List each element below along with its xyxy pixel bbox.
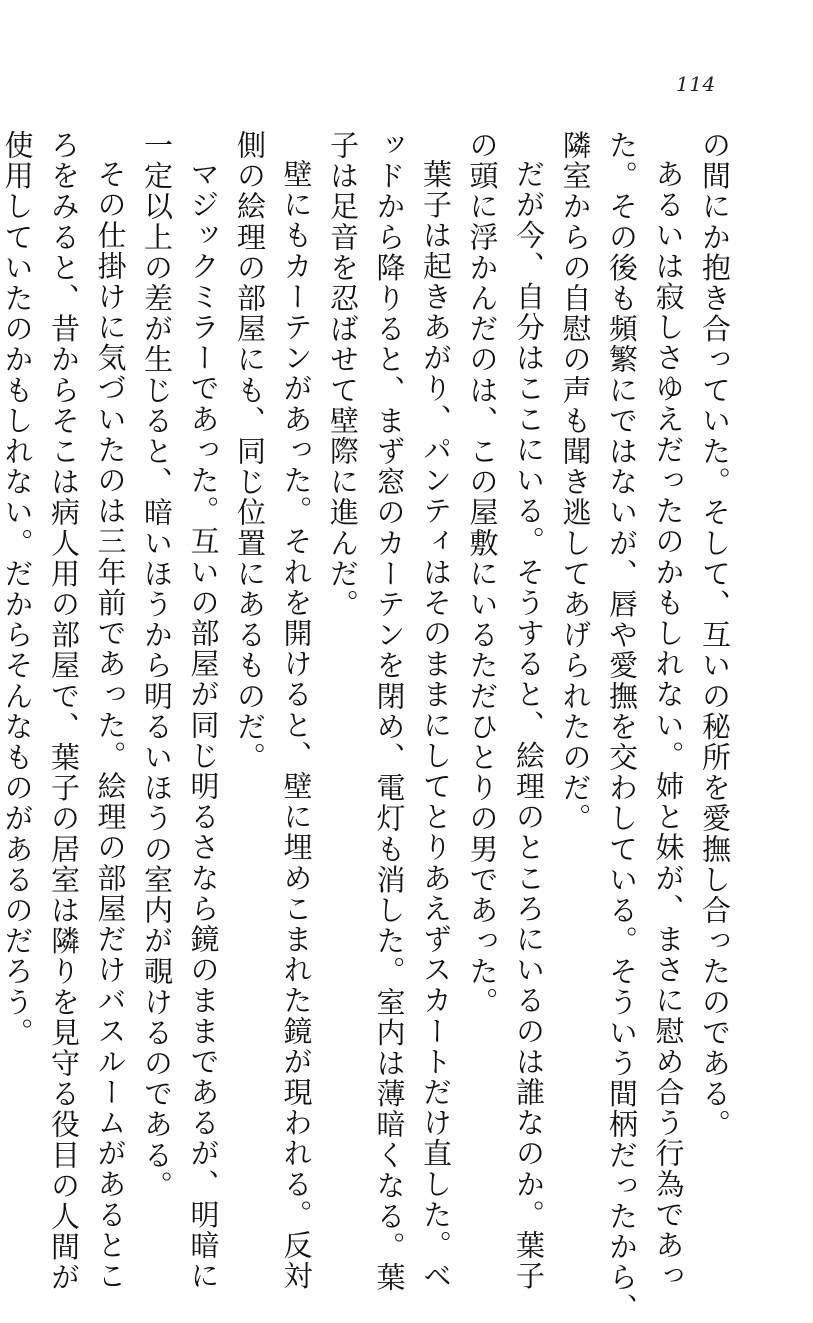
- text-line: その仕掛けに気づいたのは三年前であった。絵理の部屋だけバスルームがあるとこ: [93, 159, 128, 1292]
- text-line: マジックミラーであった。互いの部屋が同じ明るさなら鏡のままであるが、明暗に: [186, 159, 221, 1292]
- text-line: あるいは寂しさゆえだったのかもしれない。姉と妹が、まさに慰め合う行為であっ: [651, 159, 686, 1292]
- text-line: の頭に浮かんだのは、この屋敷にいるただひとりの男であった。: [465, 130, 500, 1018]
- text-line: 壁にもカーテンがあった。それを開けると、壁に埋めこまれた鏡が現われる。反対: [279, 159, 314, 1292]
- text-line: 隣室からの自慰の声も聞き逃してあげられたのだ。: [558, 130, 593, 834]
- text-line: 子は足音を忍ばせて壁際に進んだ。: [326, 130, 360, 620]
- text-line: の間にか抱き合っていた。そして、互いの秘所を愛撫し合ったのである。: [698, 130, 732, 1140]
- text-line: 使用していたのかもしれない。だからそんなものがあるのだろう。: [0, 130, 35, 1048]
- page-number: 114: [676, 72, 716, 96]
- vertical-text-body: [0, 130, 738, 1323]
- text-line: ッドから降りると、まず窓のカーテンを閉め、電灯も消した。室内は薄暗くなる。葉: [372, 130, 407, 1293]
- text-line: ろをみると、昔からそこは病人用の部屋で、葉子の居室は隣りを見守る役目の人間が: [47, 130, 81, 1293]
- text-line: 一定以上の差が生じると、暗いほうから明るいほうの室内が覗けるのである。: [140, 130, 174, 1201]
- text-line: た。その後も頻繁にではないが、唇や愛撫を交わしている。そういう間柄だったから、: [605, 130, 639, 1323]
- text-line: 葉子は起きあがり、パンティはそのままにしてとりあえずスカートだけ直した。ベ: [419, 159, 453, 1292]
- text-line: だが今、自分はここにいる。そうすると、絵理のところにいるのは誰なのか。葉子: [512, 159, 546, 1292]
- text-line: 側の絵理の部屋にも、同じ位置にあるものだ。: [233, 130, 267, 773]
